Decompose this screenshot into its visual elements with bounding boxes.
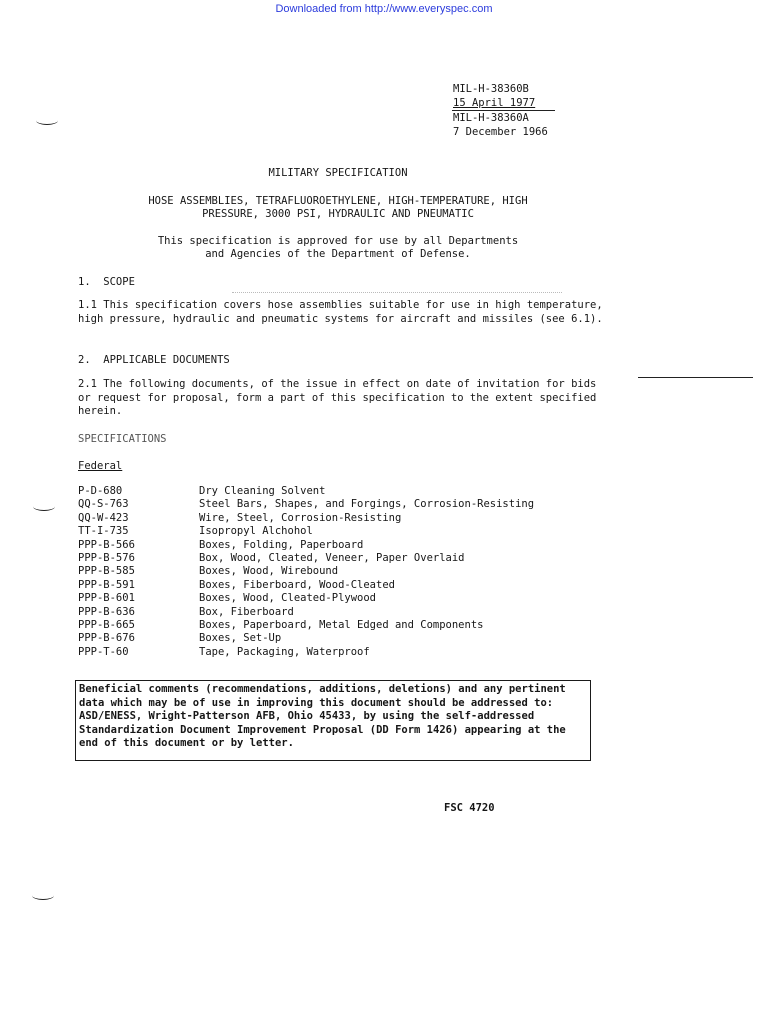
spec-title-line2: PRESSURE, 3000 PSI, HYDRAULIC AND PNEUMATIC bbox=[202, 208, 474, 220]
federal-label: Federal bbox=[78, 460, 123, 472]
spec-code: PPP-B-601 bbox=[78, 592, 135, 605]
comments-notice-box bbox=[75, 680, 591, 761]
spec-title: Boxes, Paperboard, Metal Edged and Components bbox=[199, 619, 484, 631]
spec-code: PPP-B-636 bbox=[78, 605, 135, 618]
scan-artifact-rule bbox=[232, 292, 562, 293]
spec-title: Boxes, Fiberboard, Wood-Cleated bbox=[199, 578, 395, 591]
spec-code: PPP-B-676 bbox=[78, 632, 135, 645]
applicable-documents-heading: 2. APPLICABLE DOCUMENTS bbox=[78, 354, 230, 366]
doc-date-superseded: 7 December 1966 bbox=[453, 126, 548, 138]
spec-type-heading: MILITARY SPECIFICATION bbox=[268, 167, 408, 179]
doc-date-underline bbox=[452, 110, 555, 111]
comments-notice-text: Beneficial comments (recommendations, additions, deletions) and any pertinent data which may be of use in improving this document should be addressed to: ASD/ENESS, Wright-Patterson AFB, Ohio 45433, by using the self-addressed Standardization Document Improvement Proposal (DD Form 1426) appearing at the end of this document or by letter. bbox=[79, 683, 566, 749]
spec-title: Box, Wood, Cleated, Veneer, Paper Overlaid bbox=[199, 552, 465, 564]
spec-code: PPP-B-566 bbox=[78, 538, 135, 551]
spec-code: QQ-S-763 bbox=[78, 498, 129, 511]
spec-code: PPP-B-665 bbox=[78, 619, 135, 631]
download-source-link[interactable]: Downloaded from http://www.everyspec.com bbox=[275, 3, 493, 15]
scope-heading: 1. SCOPE bbox=[78, 276, 135, 288]
scope-paragraph: 1.1 This specification covers hose assemblies suitable for use in high temperature, high pressure, hydraulic and pneumatic systems for aircraft and missiles (see 6.1). bbox=[78, 299, 603, 325]
doc-date-current: 15 April 1977 bbox=[453, 97, 536, 109]
approval-line1: This specification is approved for use by all Departments bbox=[157, 235, 519, 247]
spec-title: Boxes, Folding, Paperboard bbox=[199, 538, 364, 551]
spec-title: Tape, Packaging, Waterproof bbox=[199, 645, 370, 658]
spec-title: Boxes, Set-Up bbox=[199, 632, 282, 645]
spec-title: Boxes, Wood, Wirebound bbox=[199, 565, 339, 578]
spec-title: Steel Bars, Shapes, and Forgings, Corrosion-Resisting bbox=[199, 498, 535, 511]
specifications-label: SPECIFICATIONS bbox=[78, 433, 167, 445]
spec-title-line1: HOSE ASSEMBLIES, TETRAFLUOROETHYLENE, HIGH-TEMPERATURE, HIGH bbox=[148, 195, 528, 207]
spec-title: Isopropyl Alchohol bbox=[199, 525, 313, 538]
spec-title: Wire, Steel, Corrosion-Resisting bbox=[199, 511, 402, 524]
doc-id-superseded: MIL-H-38360A bbox=[453, 112, 529, 124]
fsc-number: FSC 4720 bbox=[444, 802, 495, 814]
spec-code: TT-I-735 bbox=[78, 525, 129, 538]
margin-mark-middle bbox=[33, 502, 55, 511]
doc-id-current: MIL-H-38360B bbox=[453, 83, 529, 95]
spec-code: P-D-680 bbox=[78, 485, 123, 497]
margin-mark-top bbox=[36, 116, 58, 125]
spec-title: Boxes, Wood, Cleated-Plywood bbox=[199, 592, 377, 605]
applicable-documents-paragraph: 2.1 The following documents, of the issue in effect on date of invitation for bids or request for proposal, form a part of this specification to the extent specified herein. bbox=[78, 378, 597, 417]
spec-title: Box, Fiberboard bbox=[199, 605, 294, 618]
spec-title: Dry Cleaning Solvent bbox=[199, 485, 326, 497]
spec-code: PPP-B-576 bbox=[78, 552, 135, 564]
spec-code: PPP-T-60 bbox=[78, 645, 129, 658]
spec-code: PPP-B-585 bbox=[78, 565, 135, 578]
spec-code: PPP-B-591 bbox=[78, 578, 135, 591]
margin-mark-bottom bbox=[32, 891, 54, 900]
spec-code: QQ-W-423 bbox=[78, 511, 129, 524]
change-bar-rule bbox=[638, 377, 753, 378]
approval-line2: and Agencies of the Department of Defense. bbox=[205, 248, 471, 260]
